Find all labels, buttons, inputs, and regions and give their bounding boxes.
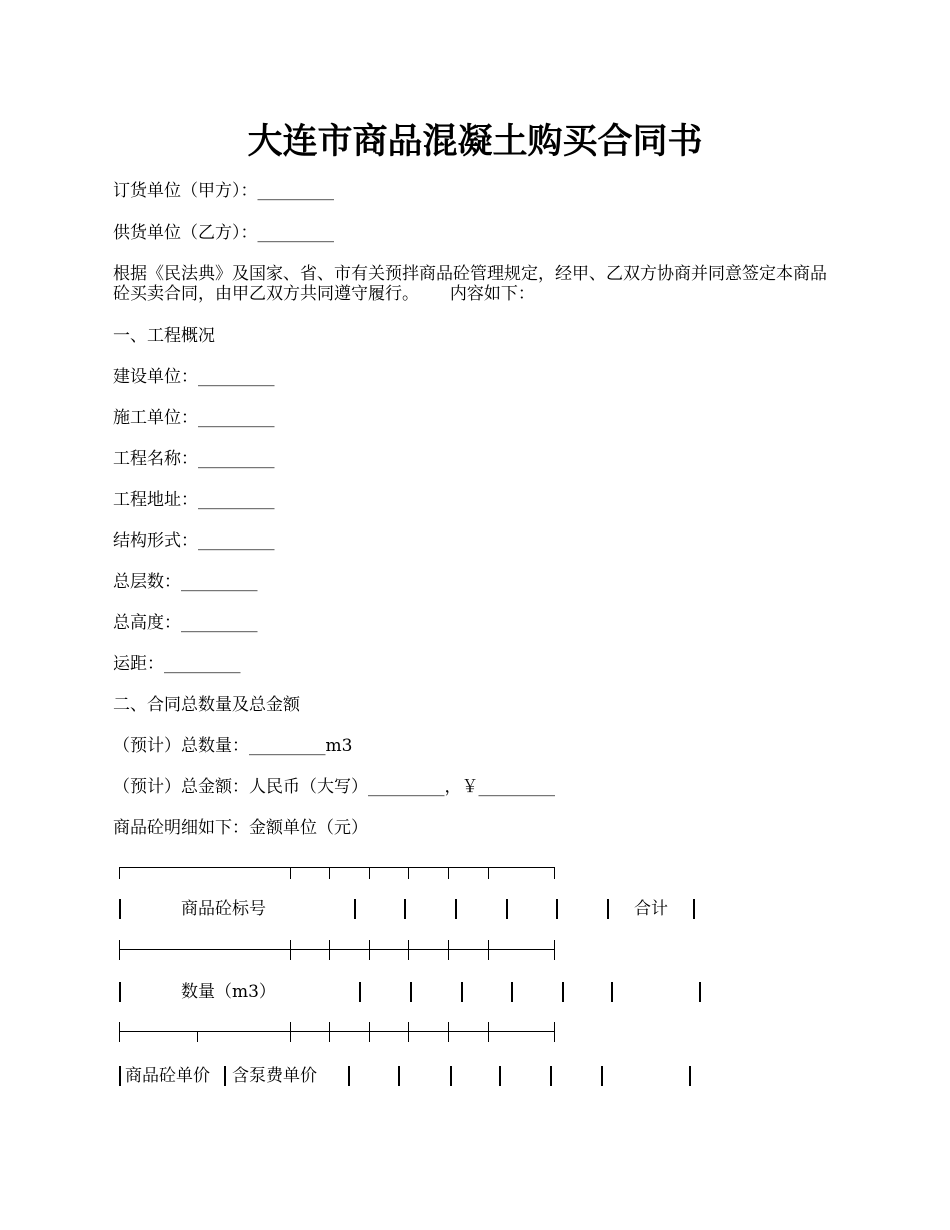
- table-tick: [369, 1022, 370, 1042]
- table-tick: [448, 940, 449, 960]
- total-height-field: 总高度：_________: [113, 613, 258, 633]
- total-label: 合计: [634, 899, 668, 919]
- table-tick: [369, 940, 370, 960]
- table-tick: [119, 940, 120, 960]
- total-amount-field: （预计）总金额：人民币（大写）_________，￥_________: [113, 777, 555, 797]
- table-cell-border: [410, 982, 412, 1002]
- table-cell-border: [506, 899, 508, 919]
- table-cell-border: [354, 899, 356, 919]
- grade-label: 商品砼标号: [181, 899, 266, 919]
- table-tick: [554, 940, 555, 960]
- table-cell-border: [556, 899, 558, 919]
- table-tick: [119, 867, 120, 879]
- table-cell-border: [455, 899, 457, 919]
- table-tick: [329, 940, 330, 960]
- table-tick: [408, 940, 409, 960]
- section2-heading: 二、合同总数量及总金额: [113, 695, 300, 715]
- table-tick: [448, 1022, 449, 1042]
- table-tick: [488, 1022, 489, 1042]
- table-tick: [329, 1022, 330, 1042]
- table-cell-border: [119, 1066, 121, 1086]
- detail-caption: 商品砼明细如下：金额单位（元）: [113, 818, 368, 838]
- table-cell-border: [461, 982, 463, 1002]
- section1-heading: 一、工程概况: [113, 326, 215, 346]
- builder-unit-field: 施工单位：_________: [113, 408, 275, 428]
- table-cell-border: [119, 982, 121, 1002]
- table-cell-border: [699, 982, 701, 1002]
- construction-unit-field: 建设单位：_________: [113, 367, 275, 387]
- table-tick: [290, 1022, 291, 1042]
- pump-price-label: 含泵费单价: [232, 1066, 317, 1086]
- structure-type-field: 结构形式：_________: [113, 531, 275, 551]
- seller-field: 供货单位（乙方）：_________: [113, 223, 334, 243]
- table-cell-border: [224, 1066, 226, 1086]
- table-tick: [119, 1022, 120, 1042]
- table-cell-border: [550, 1066, 552, 1086]
- table-cell-border: [450, 1066, 452, 1086]
- project-name-field: 工程名称：_________: [113, 449, 275, 469]
- table-tick: [290, 940, 291, 960]
- intro-paragraph: 根据《民法典》及国家、省、市有关预拌商品砼管理规定，经甲、乙双方协商并同意签定本商品砼买卖合同，由甲乙双方共同遵守履行。 内容如下：: [113, 264, 827, 304]
- table-cell-border: [119, 899, 121, 919]
- table-cell-border: [611, 982, 613, 1002]
- project-address-field: 工程地址：_________: [113, 490, 275, 510]
- table-cell-border: [348, 1066, 350, 1086]
- unit-price-label: 商品砼单价: [125, 1066, 210, 1086]
- table-cell-border: [511, 982, 513, 1002]
- document-title: 大连市商品混凝土购买合同书: [247, 121, 703, 162]
- table-cell-border: [607, 899, 609, 919]
- table-tick: [369, 867, 370, 879]
- total-quantity-field: （预计）总数量：_________m3: [113, 736, 353, 756]
- table-tick: [408, 867, 409, 879]
- floor-count-field: 总层数：_________: [113, 572, 258, 592]
- table-cell-border: [689, 1066, 691, 1086]
- table-tick: [290, 867, 291, 879]
- table-tick: [488, 867, 489, 879]
- transport-distance-field: 运距：_________: [113, 654, 241, 674]
- buyer-field: 订货单位（甲方）：_________: [113, 181, 334, 201]
- table-cell-border: [404, 899, 406, 919]
- table-cell-border: [398, 1066, 400, 1086]
- table-cell-border: [359, 982, 361, 1002]
- table-cell-border: [693, 899, 695, 919]
- table-tick: [408, 1022, 409, 1042]
- table-tick: [448, 867, 449, 879]
- table-tick: [329, 867, 330, 879]
- table-cell-border: [499, 1066, 501, 1086]
- table-cell-border: [562, 982, 564, 1002]
- table-tick: [554, 1022, 555, 1042]
- table-tick: [197, 1031, 198, 1042]
- table-tick: [488, 940, 489, 960]
- table-tick: [554, 867, 555, 879]
- table-cell-border: [601, 1066, 603, 1086]
- quantity-label: 数量（m3）: [181, 982, 276, 1002]
